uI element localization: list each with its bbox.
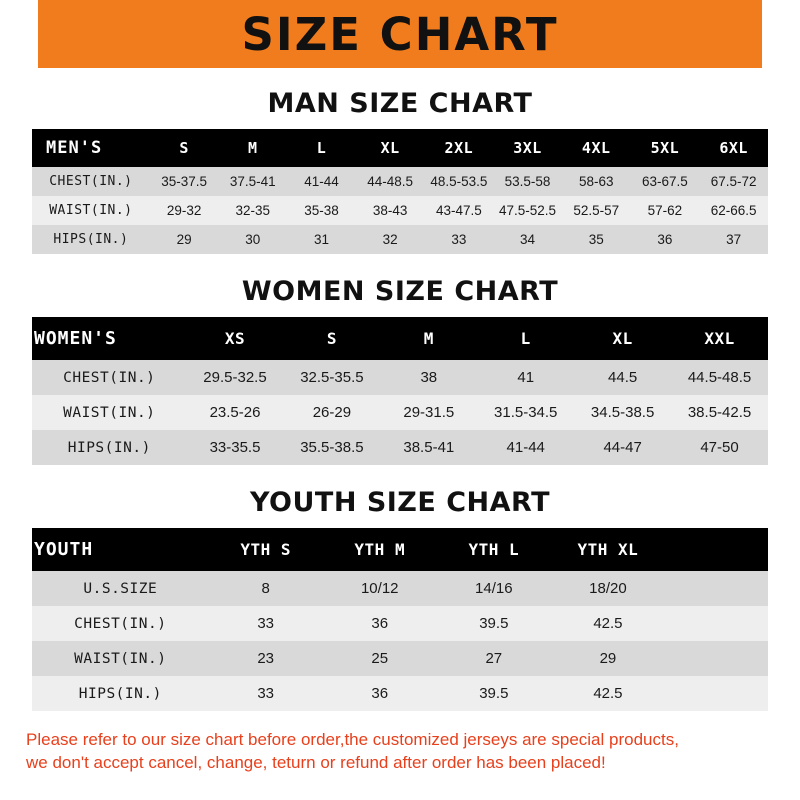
man-col-m: M — [218, 129, 287, 167]
cell: 37 — [699, 225, 768, 254]
table-row — [32, 606, 768, 641]
man-col-6xl: 6XL — [699, 129, 768, 167]
row-label: CHEST(IN.) — [32, 360, 187, 395]
cell: 33 — [425, 225, 494, 254]
row-label: HIPS(IN.) — [32, 225, 150, 254]
women-section-title: WOMEN SIZE CHART — [241, 276, 559, 307]
footer-note — [26, 729, 774, 775]
table-header-row — [32, 317, 768, 360]
cell: 30 — [218, 225, 287, 254]
cell: 36 — [631, 225, 700, 254]
man-col-l: L — [287, 129, 356, 167]
table-row — [32, 676, 768, 711]
cell: 39.5 — [437, 606, 551, 641]
table-header-row — [32, 129, 768, 167]
man-table-body — [32, 167, 768, 254]
cell: 63-67.5 — [631, 167, 700, 196]
women-table-wrap — [32, 317, 768, 465]
man-section-title: MAN SIZE CHART — [267, 88, 533, 119]
cell: 27 — [437, 641, 551, 676]
man-col-5xl: 5XL — [631, 129, 700, 167]
header-left-gap — [0, 0, 38, 68]
man-table-wrap — [32, 129, 768, 254]
cell: 43-47.5 — [425, 196, 494, 225]
women-col-s: S — [283, 317, 380, 360]
cell: 38.5-41 — [380, 430, 477, 465]
cell: 32.5-35.5 — [283, 360, 380, 395]
cell: 33 — [209, 676, 323, 711]
cell: 35.5-38.5 — [283, 430, 380, 465]
cell: 38 — [380, 360, 477, 395]
youth-col-l: YTH L — [437, 528, 551, 571]
cell: 47.5-52.5 — [493, 196, 562, 225]
cell: 41 — [477, 360, 574, 395]
youth-table-body — [32, 571, 768, 711]
cell: 48.5-53.5 — [425, 167, 494, 196]
row-label: WAIST(IN.) — [32, 196, 150, 225]
header-right-gap — [762, 0, 800, 68]
cell: 57-62 — [631, 196, 700, 225]
footer-note-line1: Please refer to our size chart before order,the customized jerseys are special products, — [26, 730, 679, 749]
man-col-3xl: 3XL — [493, 129, 562, 167]
row-label: WAIST(IN.) — [32, 641, 209, 676]
cell-spacer — [665, 676, 768, 711]
youth-table-wrap — [32, 528, 768, 711]
cell: 44-47 — [574, 430, 671, 465]
man-table-head — [32, 129, 768, 167]
header-band — [0, 0, 800, 68]
cell: 41-44 — [477, 430, 574, 465]
row-label: WAIST(IN.) — [32, 395, 187, 430]
man-col-s: S — [150, 129, 219, 167]
youth-section-title: YOUTH SIZE CHART — [249, 487, 551, 518]
cell: 33-35.5 — [187, 430, 284, 465]
cell: 14/16 — [437, 571, 551, 606]
cell: 8 — [209, 571, 323, 606]
table-row — [32, 430, 768, 465]
cell: 47-50 — [671, 430, 768, 465]
page-title: SIZE CHART — [241, 7, 559, 61]
cell: 44.5 — [574, 360, 671, 395]
cell: 29 — [551, 641, 665, 676]
table-row — [32, 225, 768, 254]
cell: 29-31.5 — [380, 395, 477, 430]
women-table-body — [32, 360, 768, 465]
cell: 37.5-41 — [218, 167, 287, 196]
row-label: HIPS(IN.) — [32, 430, 187, 465]
row-label: CHEST(IN.) — [32, 606, 209, 641]
cell: 29 — [150, 225, 219, 254]
cell: 34 — [493, 225, 562, 254]
row-label: CHEST(IN.) — [32, 167, 150, 196]
cell: 35-38 — [287, 196, 356, 225]
youth-size-table — [32, 528, 768, 711]
cell: 23.5-26 — [187, 395, 284, 430]
cell: 31 — [287, 225, 356, 254]
youth-col-label: YOUTH — [32, 528, 209, 571]
cell: 18/20 — [551, 571, 665, 606]
table-row — [32, 167, 768, 196]
man-col-xl: XL — [356, 129, 425, 167]
table-row — [32, 196, 768, 225]
row-label: U.S.SIZE — [32, 571, 209, 606]
youth-table-head — [32, 528, 768, 571]
cell: 26-29 — [283, 395, 380, 430]
cell: 29-32 — [150, 196, 219, 225]
table-row — [32, 395, 768, 430]
cell: 34.5-38.5 — [574, 395, 671, 430]
youth-col-spacer — [665, 528, 768, 571]
cell-spacer — [665, 641, 768, 676]
cell: 23 — [209, 641, 323, 676]
women-col-label: WOMEN'S — [32, 317, 187, 360]
cell: 58-63 — [562, 167, 631, 196]
man-col-2xl: 2XL — [425, 129, 494, 167]
cell: 42.5 — [551, 676, 665, 711]
cell: 39.5 — [437, 676, 551, 711]
cell: 42.5 — [551, 606, 665, 641]
youth-col-m: YTH M — [323, 528, 437, 571]
cell-spacer — [665, 606, 768, 641]
cell: 10/12 — [323, 571, 437, 606]
cell: 36 — [323, 676, 437, 711]
cell: 32-35 — [218, 196, 287, 225]
cell: 41-44 — [287, 167, 356, 196]
cell: 38.5-42.5 — [671, 395, 768, 430]
cell: 38-43 — [356, 196, 425, 225]
women-col-xl: XL — [574, 317, 671, 360]
cell: 44.5-48.5 — [671, 360, 768, 395]
women-table-head — [32, 317, 768, 360]
women-col-xs: XS — [187, 317, 284, 360]
man-size-table — [32, 129, 768, 254]
table-row — [32, 360, 768, 395]
cell: 25 — [323, 641, 437, 676]
women-size-table — [32, 317, 768, 465]
footer-note-line2: we don't accept cancel, change, teturn or refund after order has been placed! — [26, 752, 606, 772]
cell: 29.5-32.5 — [187, 360, 284, 395]
table-row — [32, 571, 768, 606]
cell: 31.5-34.5 — [477, 395, 574, 430]
cell: 53.5-58 — [493, 167, 562, 196]
women-col-m: M — [380, 317, 477, 360]
table-header-row — [32, 528, 768, 571]
women-col-l: L — [477, 317, 574, 360]
cell: 67.5-72 — [699, 167, 768, 196]
man-col-label: MEN'S — [32, 129, 150, 167]
row-label: HIPS(IN.) — [32, 676, 209, 711]
cell: 35 — [562, 225, 631, 254]
cell: 44-48.5 — [356, 167, 425, 196]
man-col-4xl: 4XL — [562, 129, 631, 167]
cell: 35-37.5 — [150, 167, 219, 196]
table-row — [32, 641, 768, 676]
cell: 52.5-57 — [562, 196, 631, 225]
women-col-xxl: XXL — [671, 317, 768, 360]
cell: 32 — [356, 225, 425, 254]
youth-col-xl: YTH XL — [551, 528, 665, 571]
cell-spacer — [665, 571, 768, 606]
youth-col-s: YTH S — [209, 528, 323, 571]
cell: 62-66.5 — [699, 196, 768, 225]
cell: 33 — [209, 606, 323, 641]
cell: 36 — [323, 606, 437, 641]
